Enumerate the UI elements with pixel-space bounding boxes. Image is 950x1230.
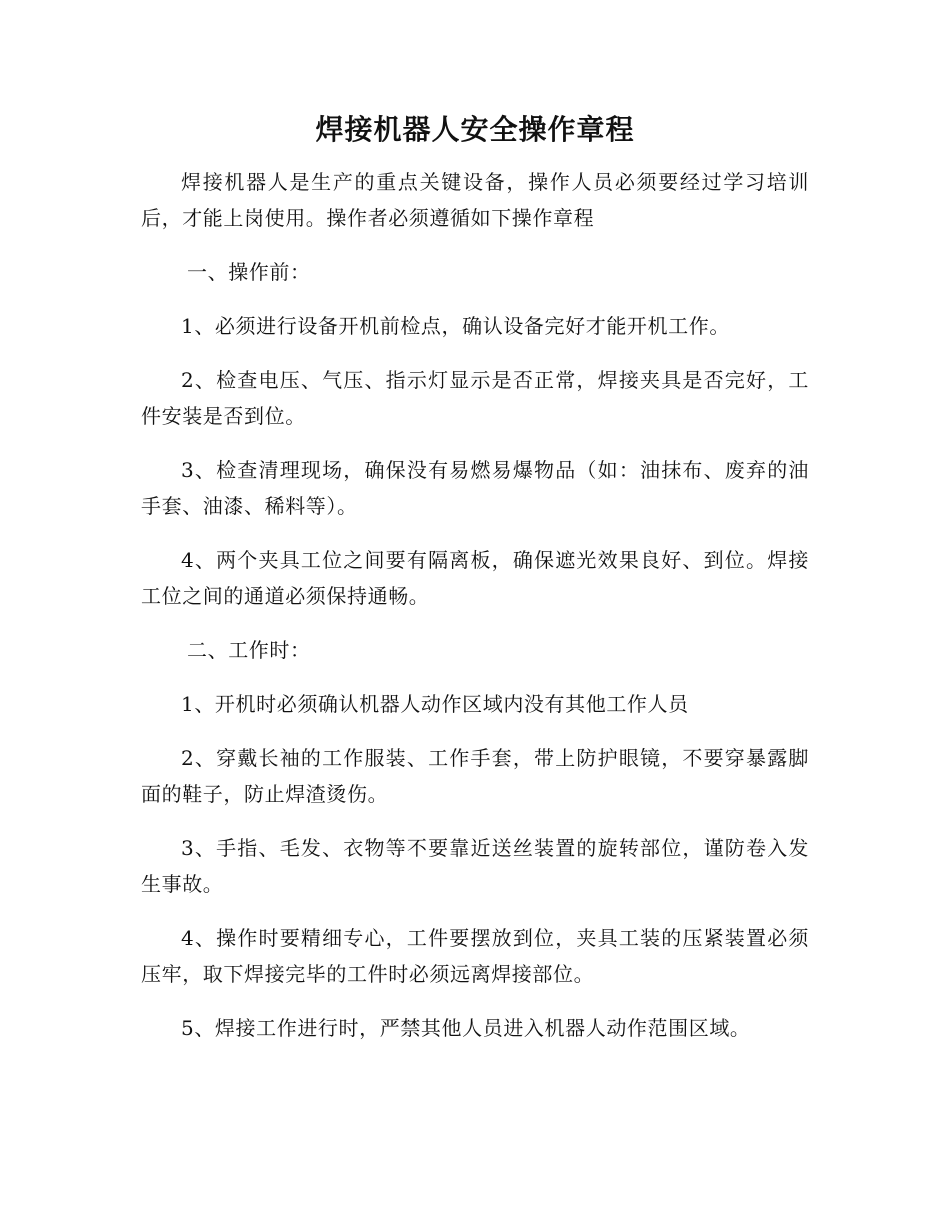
during-work-item-3: 3、手指、毛发、衣物等不要靠近送丝装置的旋转部位，谨防卷入发生事故。 [141, 836, 809, 896]
document-body [141, 164, 809, 1064]
intro-paragraph: 焊接机器人是生产的重点关键设备，操作人员必须要经过学习培训后，才能上岗使用。操作者必须遵循如下操作章程 [141, 170, 809, 230]
during-work-item-2: 2、穿戴长袖的工作服装、工作手套，带上防护眼镜，不要穿暴露脚面的鞋子，防止焊渣烫伤。 [141, 746, 809, 806]
during-work-item-1: 1、开机时必须确认机器人动作区域内没有其他工作人员 [181, 692, 689, 716]
before-operation-item-1: 1、必须进行设备开机前检点，确认设备完好才能开机工作。 [181, 314, 730, 338]
during-work-item-4: 4、操作时要精细专心，工件要摆放到位，夹具工装的压紧装置必须压牢，取下焊接完毕的工件时必须远离焊接部位。 [141, 926, 809, 986]
before-operation-item-3: 3、检查清理现场，确保没有易燃易爆物品（如：油抹布、废弃的油手套、油漆、稀料等）。 [141, 458, 809, 518]
during-work-item-5: 5、焊接工作进行时，严禁其他人员进入机器人动作范围区域。 [181, 1016, 751, 1040]
before-operation-item-4: 4、两个夹具工位之间要有隔离板，确保遮光效果良好、到位。焊接工位之间的通道必须保持通畅。 [141, 548, 809, 608]
section-heading-before-operation: 一、操作前： [187, 260, 311, 284]
before-operation-item-2: 2、检查电压、气压、指示灯显示是否正常，焊接夹具是否完好，工件安装是否到位。 [141, 368, 809, 428]
document-title: 焊接机器人安全操作章程 [315, 113, 635, 146]
section-heading-during-work: 二、工作时： [187, 638, 311, 662]
